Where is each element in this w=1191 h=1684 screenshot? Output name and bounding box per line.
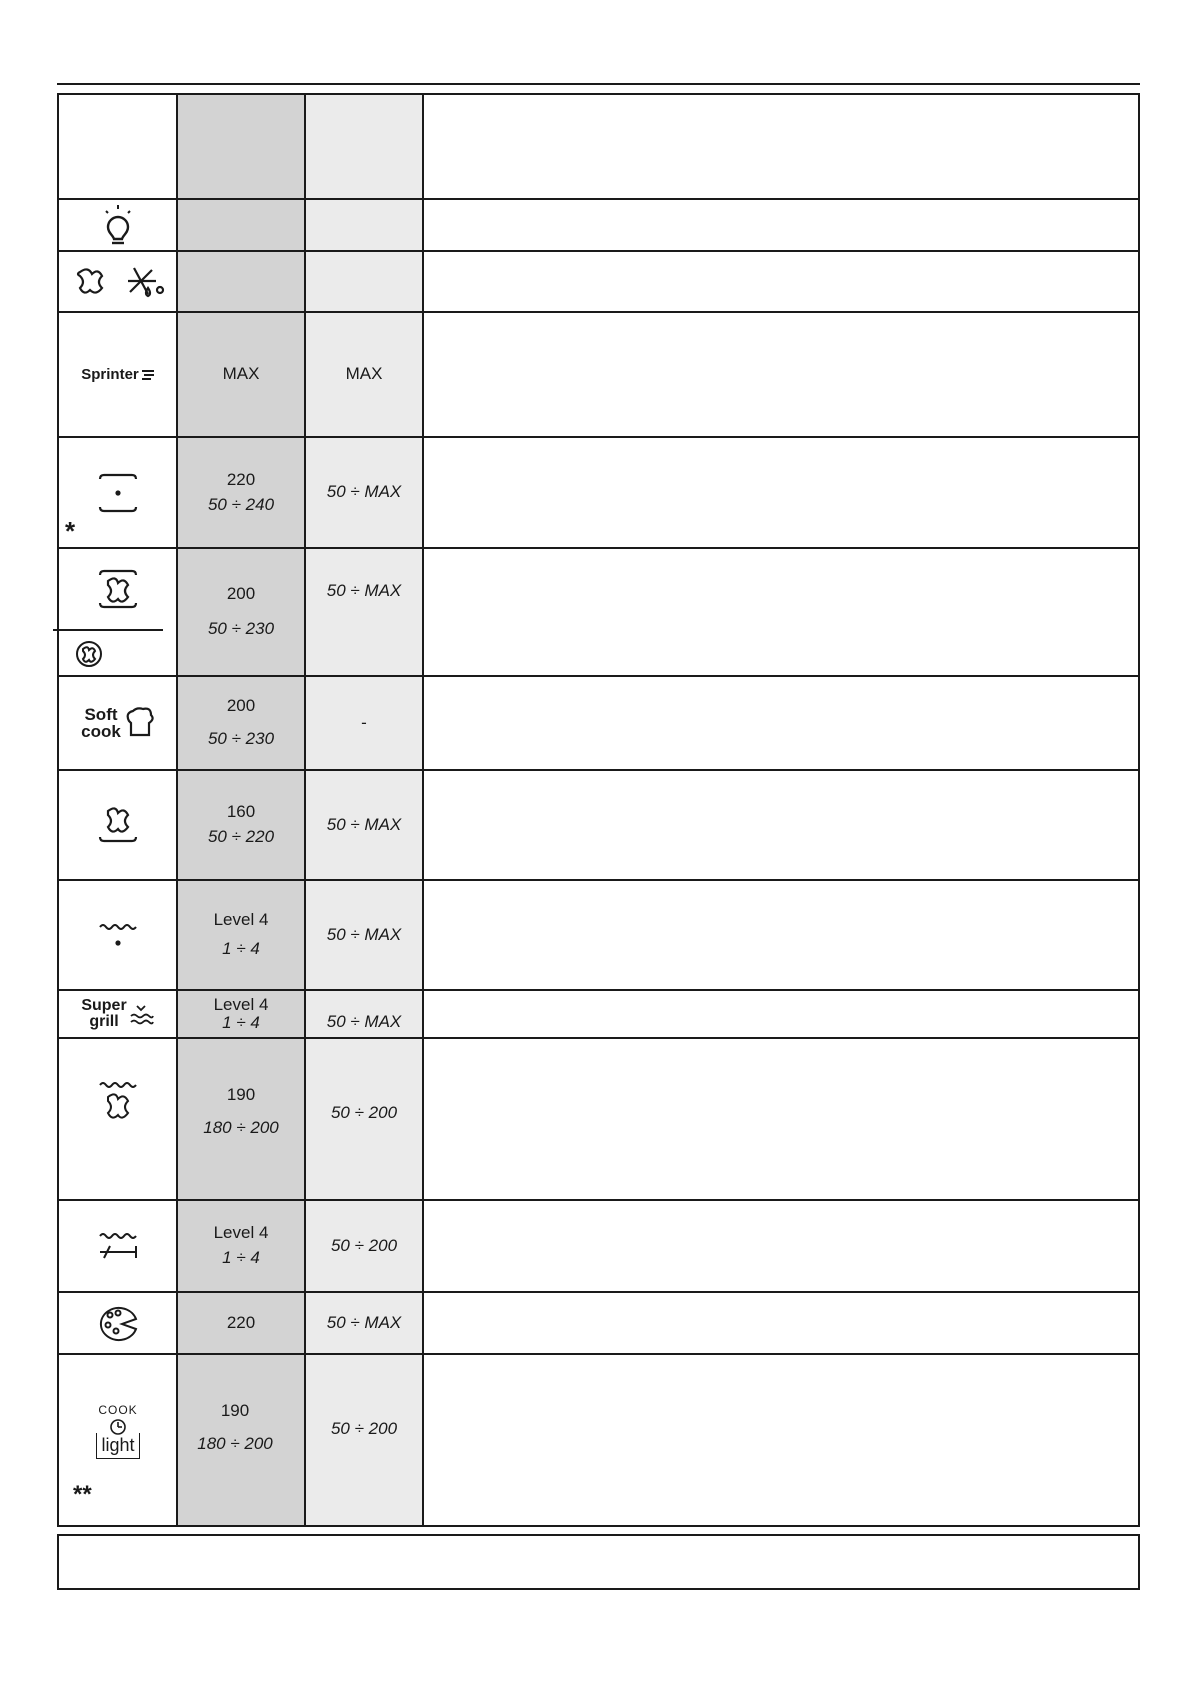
temp-range: 1 ÷ 4 [222,1248,260,1267]
second-value: 50 ÷ 200 [330,1235,398,1255]
temp-range: 180 ÷ 200 [203,1117,279,1137]
footer-note-box [57,1534,1140,1590]
table-row [59,1355,1138,1527]
table-row [59,771,1138,879]
temp-default: Level 4 [213,910,269,930]
temp-default: 200 [226,696,256,716]
grill-fan-icon [96,1079,140,1127]
circular-fan-icon [75,640,103,668]
temp-default: 220 [226,1312,256,1332]
temp-range: 1 ÷ 4 [222,1013,260,1032]
temp-default: 190 [226,1085,256,1104]
second-value: 50 ÷ MAX [326,814,402,834]
header-cell-second [305,95,423,198]
table-row [59,549,1138,675]
temp-range: 1 ÷ 4 [222,939,260,958]
temp-range: 50 ÷ 240 [207,494,275,514]
pizza-icon [96,1303,140,1343]
fan-defrost-icon [68,262,168,302]
second-value: 50 ÷ MAX [326,482,402,502]
table-row [59,1201,1138,1291]
table-row [59,1039,1138,1199]
lamp-icon [98,203,138,247]
soft-cook-label-1: Soft [84,705,118,724]
temp-range: 50 ÷ 220 [207,827,275,846]
temp-default: Level 4 [213,995,269,1015]
grill-turnspit-icon [96,1228,140,1264]
second-value: 50 ÷ MAX [326,1312,402,1332]
super-grill-icon [81,998,154,1030]
table-row [59,1293,1138,1353]
second-value: 50 ÷ MAX [326,1012,402,1032]
header-cell-temp [177,95,305,198]
cook-light-label-1: COOK [98,1403,138,1417]
footnote-star: * [65,516,76,546]
second-value: 50 ÷ 200 [330,1103,398,1122]
super-grill-label-1: Super [81,997,127,1014]
table-row [59,252,1138,311]
temp-default: 160 [226,802,256,822]
table-row [59,313,1138,436]
soft-cook-label-2: cook [81,722,121,741]
temp-range: 180 ÷ 200 [197,1433,273,1453]
temp-range: 50 ÷ 230 [207,729,275,748]
description-cell [425,95,1138,198]
footnote-double-star: ** [73,1481,92,1508]
sprinter-label: Sprinter [81,366,139,383]
super-grill-label-2: grill [89,1013,119,1030]
top-rule [57,83,1140,85]
fan-bottom-heat-icon [96,567,140,611]
table-row [59,677,1138,769]
sprinter-icon [81,367,155,382]
functions-table [57,93,1140,1527]
second-value: - [361,712,367,732]
temp-default: 200 [226,584,256,604]
sub-divider [53,629,163,631]
temp-default: 190 [220,1401,250,1420]
table-row [59,438,1138,547]
second-value: 50 ÷ MAX [326,924,402,944]
cook-light-label-2: light [101,1435,135,1455]
cook-light-icon [96,1403,139,1459]
fan-bottom-icon [96,803,140,847]
temp-default: Level 4 [213,1223,269,1243]
table-row [59,881,1138,989]
table-row-header [59,95,1138,198]
grill-icon [96,915,140,955]
table-row [59,200,1138,250]
second-value: MAX [345,364,383,384]
table-row [59,991,1138,1037]
second-value: 50 ÷ MAX [326,581,402,600]
top-bottom-heat-icon [96,471,140,515]
second-value: 50 ÷ 200 [330,1419,398,1438]
temp-default: 220 [226,469,256,489]
soft-cook-icon [81,706,155,740]
temp-range: 50 ÷ 230 [207,619,275,638]
temp-default: MAX [222,364,260,384]
